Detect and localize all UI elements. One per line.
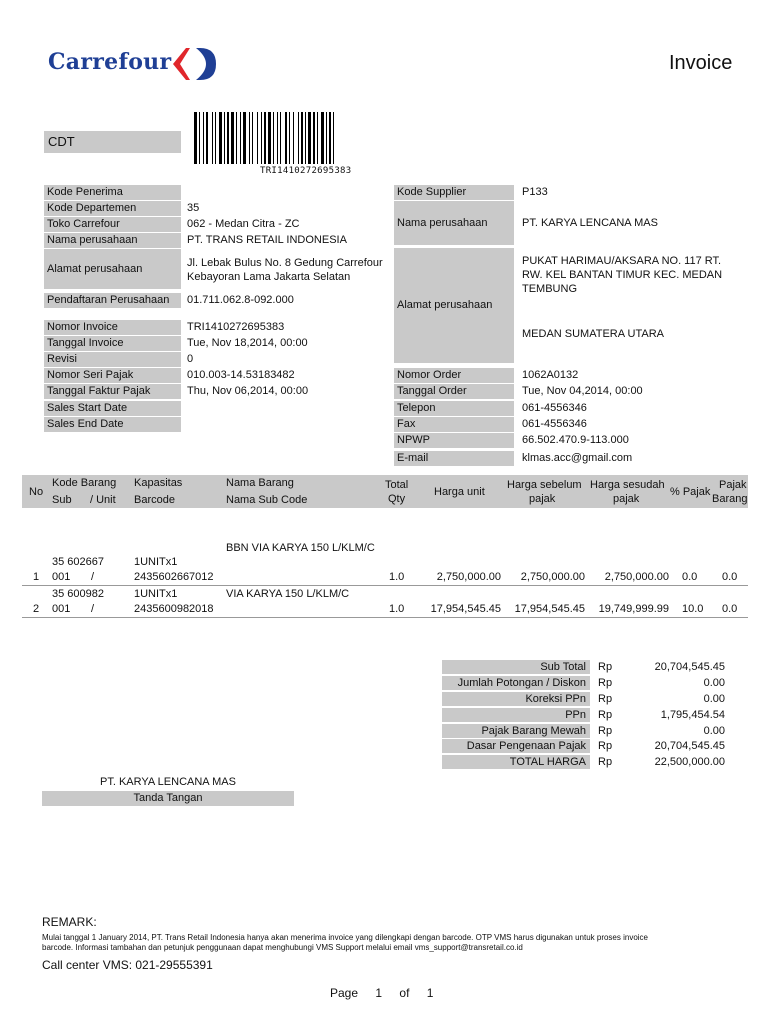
item-sebelum: 17,954,545.45 — [514, 603, 585, 615]
label-sales-end-date: Sales End Date — [44, 417, 181, 432]
summary-label-pajak-barang-mewah: Pajak Barang Mewah — [442, 724, 590, 738]
remark-text-line1: Mulai tanggal 1 January 2014, PT. Trans Retail Indonesia hanya akan menerima invoice yang dilengkapi dengan barcode. OTP VMS harus digunakan untuk proses invoice — [42, 933, 648, 942]
value-kode-supplier: P133 — [522, 186, 548, 198]
document-title: Invoice — [669, 52, 733, 74]
label-kode-penerima: Kode Penerima — [44, 185, 181, 200]
barcode-bar — [194, 112, 197, 164]
item-pct: 10.0 — [682, 603, 704, 615]
header-qty: Qty — [388, 493, 406, 505]
label-alamat-perusahaan: Alamat perusahaan — [44, 249, 181, 289]
barcode-bar — [203, 112, 204, 164]
item-nama: VIA KARYA 150 L/KLM/C — [226, 588, 350, 600]
summary-currency: Rp — [598, 709, 613, 721]
signature-box — [42, 791, 294, 806]
barcode-bar — [261, 112, 262, 164]
header-total: Total — [385, 479, 409, 491]
summary-value-pajak-barang-mewah: 0.00 — [703, 725, 725, 737]
summary-label-koreksi-ppn: Koreksi PPn — [442, 692, 590, 706]
item-sub: 001 — [52, 603, 71, 615]
summary-currency: Rp — [598, 677, 613, 689]
item-kode: 35 600982 — [52, 588, 104, 600]
summary-currency: Rp — [598, 740, 613, 752]
summary-value-sub-total: 20,704,545.45 — [654, 661, 725, 673]
item-sub: 001 — [52, 571, 71, 583]
item-pajak: 0.0 — [722, 603, 738, 615]
label-revisi: Revisi — [44, 352, 181, 367]
barcode-bar — [219, 112, 222, 164]
summary-currency: Rp — [598, 661, 613, 673]
barcode-bar — [231, 112, 234, 164]
label-telepon: Telepon — [394, 401, 514, 416]
value-supplier-alamat-line3: TEMBUNG — [522, 283, 577, 295]
cdt-label: CDT — [48, 134, 75, 149]
brand-name: Carrefour — [48, 49, 172, 75]
item-sebelum: 2,750,000.00 — [520, 571, 585, 583]
header-kode-barang: Kode Barang — [52, 477, 117, 489]
value-pendaftaran-perusahaan: 01.711.062.8-092.000 — [187, 294, 294, 306]
summary-value-dasar-pengenaan-pajak: 20,704,545.45 — [654, 740, 725, 752]
summary-label-ppn: PPn — [442, 708, 590, 722]
item-no: 2 — [33, 603, 40, 615]
barcode-bar — [305, 112, 306, 164]
barcode-bar — [240, 112, 241, 164]
label-supplier-alamat: Alamat perusahaan — [394, 248, 514, 363]
summary-value-total-harga: 22,500,000.00 — [654, 756, 725, 768]
item-qty: 1.0 — [389, 571, 405, 583]
page-footer — [330, 986, 433, 1000]
header-kapasitas: Kapasitas — [134, 477, 183, 489]
of-label: of — [399, 986, 410, 1000]
label-supplier-nama-perusahaan: Nama perusahaan — [394, 201, 514, 245]
item-kapasitas: 1UNITx1 — [134, 588, 178, 600]
call-center: Call center VMS: 021-29555391 — [42, 958, 213, 972]
value-email: klmas.acc@gmail.com — [522, 452, 633, 464]
barcode-bar — [236, 112, 237, 164]
label-sales-start-date: Sales Start Date — [44, 401, 181, 416]
label-kode-supplier: Kode Supplier — [394, 185, 514, 200]
summary-label-total-harga: TOTAL HARGA — [442, 755, 590, 769]
item-pct: 0.0 — [682, 571, 698, 583]
value-toko-carrefour: 062 - Medan Citra - ZC — [187, 218, 300, 230]
page-label: Page — [330, 986, 359, 1000]
summary-value-ppn: 1,795,454.54 — [660, 709, 725, 721]
item-qty: 1.0 — [389, 603, 405, 615]
barcode-bar — [326, 112, 327, 164]
label-npwp: NPWP — [394, 433, 514, 448]
barcode-bar — [224, 112, 225, 164]
summary-label-dasar-pengenaan-pajak: Dasar Pengenaan Pajak — [442, 739, 590, 753]
barcode-bar — [317, 112, 318, 164]
item-unit: / — [91, 571, 95, 583]
row-divider — [22, 617, 748, 618]
item-sesudah: 2,750,000.00 — [604, 571, 669, 583]
barcode — [192, 112, 412, 166]
summary-label-diskon: Jumlah Potongan / Diskon — [442, 676, 590, 690]
label-tanggal-invoice: Tanggal Invoice — [44, 336, 181, 351]
value-telepon: 061-4556346 — [522, 402, 587, 414]
label-nomor-seri-pajak: Nomor Seri Pajak — [44, 368, 181, 383]
barcode-bar — [329, 112, 331, 164]
value-supplier-alamat-line4: MEDAN SUMATERA UTARA — [522, 328, 664, 340]
header-barcode: Barcode — [134, 494, 175, 506]
label-nomor-invoice: Nomor Invoice — [44, 320, 181, 335]
summary-currency: Rp — [598, 693, 613, 705]
value-nomor-invoice: TRI1410272695383 — [187, 321, 285, 333]
barcode-bar — [257, 112, 258, 164]
header-harga-unit: Harga unit — [434, 486, 485, 498]
barcode-bar — [333, 112, 334, 164]
row-divider — [22, 585, 748, 586]
item-nama: BBN VIA KARYA 150 L/KLM/C — [226, 542, 375, 554]
page-number: 1 — [375, 986, 383, 1000]
barcode-bar — [273, 112, 274, 164]
value-supplier-nama-perusahaan: PT. KARYA LENCANA MAS — [522, 217, 658, 229]
label-nama-perusahaan: Nama perusahaan — [44, 233, 181, 248]
barcode-bar — [280, 112, 281, 164]
barcode-bar — [313, 112, 315, 164]
value-kode-departemen: 35 — [187, 202, 200, 214]
remark-title: REMARK: — [42, 915, 97, 929]
header-pajak-barang-2: Barang — [712, 493, 748, 505]
value-revisi: 0 — [187, 353, 194, 365]
value-tanggal-faktur-pajak: Thu, Nov 06,2014, 00:00 — [187, 385, 309, 397]
barcode-bar — [277, 112, 278, 164]
barcode-bar — [301, 112, 303, 164]
label-fax: Fax — [394, 417, 514, 432]
item-harga-unit: 17,954,545.45 — [430, 603, 501, 615]
value-alamat-line1: Jl. Lebak Bulus No. 8 Gedung Carrefour — [187, 257, 383, 269]
item-unit: / — [91, 603, 95, 615]
header-harga-sesudah-2: pajak — [613, 493, 640, 505]
header-harga-sebelum-2: pajak — [529, 493, 556, 505]
barcode-bar — [249, 112, 250, 164]
signature-company: PT. KARYA LENCANA MAS — [100, 776, 236, 788]
label-kode-departemen: Kode Departemen — [44, 201, 181, 216]
summary-value-diskon: 0.00 — [703, 677, 725, 689]
value-nomor-order: 1062A0132 — [522, 369, 579, 381]
value-alamat-line2: Kebayoran Lama Jakarta Selatan — [187, 271, 351, 283]
value-supplier-alamat-line1: PUKAT HARIMAU/AKSARA NO. 117 RT. — [522, 255, 722, 267]
barcode-bar — [215, 112, 216, 164]
header-pajak-barang-1: Pajak — [719, 479, 747, 491]
value-tanggal-invoice: Tue, Nov 18,2014, 00:00 — [187, 337, 308, 349]
header-pct-pajak: % Pajak — [670, 486, 711, 498]
barcode-bar — [285, 112, 287, 164]
barcode-bar — [293, 112, 294, 164]
header-harga-sebelum-1: Harga sebelum — [507, 479, 582, 491]
barcode-bar — [212, 112, 213, 164]
signature-label: Tanda Tangan — [133, 792, 203, 804]
header-harga-sesudah-1: Harga sesudah — [590, 479, 665, 491]
carrefour-logo — [48, 44, 228, 84]
barcode-bar — [243, 112, 246, 164]
value-fax: 061-4556346 — [522, 418, 587, 430]
value-tanggal-order: Tue, Nov 04,2014, 00:00 — [522, 385, 643, 397]
item-no: 1 — [33, 571, 40, 583]
summary-currency: Rp — [598, 756, 613, 768]
label-email: E-mail — [394, 451, 514, 466]
value-nomor-seri-pajak: 010.003-14.53183482 — [187, 369, 295, 381]
header-sub: Sub — [52, 494, 72, 506]
item-pajak: 0.0 — [722, 571, 738, 583]
barcode-bar — [264, 112, 266, 164]
items-table-header — [22, 475, 748, 508]
label-pendaftaran-perusahaan: Pendaftaran Perusahaan — [44, 293, 181, 308]
item-sesudah: 19,749,999.99 — [598, 603, 669, 615]
summary-label-sub-total: Sub Total — [442, 660, 590, 674]
barcode-bar — [308, 112, 311, 164]
value-nama-perusahaan: PT. TRANS RETAIL INDONESIA — [187, 234, 347, 246]
remark-text-line2: barcode. Informasi tambahan dan petunjuk penggunaan dapat menghubungi VMS Support melalui email vms_support@transretail.co.id — [42, 943, 523, 952]
barcode-bar — [321, 112, 324, 164]
value-npwp: 66.502.470.9-113.000 — [522, 434, 629, 446]
header-no: No — [29, 486, 44, 498]
header-unit: / Unit — [90, 494, 116, 506]
item-kode: 35 602667 — [52, 556, 104, 568]
header-nama-barang: Nama Barang — [226, 477, 294, 489]
item-barcode: 2435602667012 — [134, 571, 214, 583]
barcode-bar — [199, 112, 200, 164]
cdt-box — [44, 131, 181, 153]
barcode-bar — [227, 112, 229, 164]
carrefour-emblem-icon — [170, 44, 220, 84]
barcode-text: TRI1410272695383 — [260, 166, 352, 176]
header-nama-sub-code: Nama Sub Code — [226, 494, 308, 506]
summary-value-koreksi-ppn: 0.00 — [703, 693, 725, 705]
barcode-bar — [298, 112, 299, 164]
label-tanggal-faktur-pajak: Tanggal Faktur Pajak — [44, 384, 181, 399]
label-tanggal-order: Tanggal Order — [394, 384, 514, 399]
barcode-bar — [252, 112, 253, 164]
value-supplier-alamat-line2: RW. KEL BANTAN TIMUR KEC. MEDAN — [522, 269, 723, 281]
barcode-bar — [289, 112, 290, 164]
summary-currency: Rp — [598, 725, 613, 737]
item-barcode: 2435600982018 — [134, 603, 214, 615]
barcode-bar — [206, 112, 208, 164]
page-total: 1 — [426, 986, 434, 1000]
item-harga-unit: 2,750,000.00 — [436, 571, 501, 583]
item-kapasitas: 1UNITx1 — [134, 556, 178, 568]
label-nomor-order: Nomor Order — [394, 368, 514, 383]
barcode-bar — [268, 112, 271, 164]
label-toko-carrefour: Toko Carrefour — [44, 217, 181, 232]
